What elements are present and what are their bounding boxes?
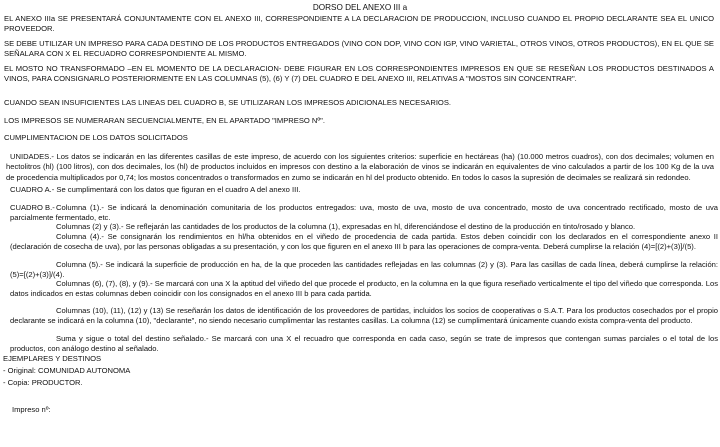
paragraph-columnas-6-9: Columnas (6), (7), (8), y (9).- Se marcará con una X la aptitud del viñedo del que procede el producto, en la columna en la que figura reseñado verticalmente el tipo del viñedo que corresponda. Los datos indicados en estas columnas deben coincidir con los consignados en el anexo III b para cada partida.	[10, 279, 718, 299]
page-title: DORSO DEL ANEXO III a	[312, 3, 408, 12]
paragraph-suma-y-sigue: Suma y sigue o total del destino señalado.- Se marcará con una X el recuadro que corresponda en cada caso, según se trate de impresos que contengan sumas parciales o el total de los productos, con análogo destino al señalado.	[10, 334, 718, 354]
paragraph-columna-1: Columna (1).- Se indicará la denominación comunitaria de los productos entregados: uva, mosto de uva, mosto de uva concentrado, mosto de uva concentrado rectificado, mosto de uva parcialmente fermentado, etc.	[10, 203, 718, 223]
paragraph-numeracion: LOS IMPRESOS SE NUMERARAN SECUENCIALMENTE, EN EL APARTADO "IMPRESO Nº".	[4, 116, 325, 125]
paragraph-columnas-2-3: Columnas (2) y (3).- Se reflejarán las cantidades de los productos de la columna (1), expresadas en hl, diferenciándose el destino de la producción en tinto/rosado y blanco.	[56, 222, 636, 231]
paragraph-columna-5: Columna (5).- Se indicará la superficie de producción en ha, de la que proceden las cantidades reflejadas en las columnas (2) y (3). Para las casillas de cada línea, deberá cumplirse la relación: (5)=[(2)+(3)]/(4).	[10, 260, 718, 280]
destino-original: - Original: COMUNIDAD AUTONOMA	[3, 366, 131, 375]
paragraph-impreso-destino: SE DEBE UTILIZAR UN IMPRESO PARA CADA DESTINO DE LOS PRODUCTOS ENTREGADOS (VINO CON DOP, VINO CON IGP, VINO VARIETAL, OTROS VINOS, OTROS PRODUCTOS), EN EL QUE SE SEÑALARA CON X EL RECUADRO CORRESPONDIENTE AL MISMO.	[4, 39, 714, 59]
paragraph-presentation: EL ANEXO IIIa SE PRESENTARÁ CONJUNTAMENTE CON EL ANEXO III, CORRESPONDIENTE A LA DECLARACION DE PRODUCCION, INCLUSO CUANDO EL PROPIO DECLARANTE SEA EL UNICO PROVEEDOR.	[4, 14, 714, 34]
heading-ejemplares: EJEMPLARES Y DESTINOS	[3, 354, 102, 363]
section-heading-cumplimentacion: CUMPLIMENTACION DE LOS DATOS SOLICITADOS	[4, 133, 188, 142]
paragraph-mosto: EL MOSTO NO TRANSFORMADO –EN EL MOMENTO DE LA DECLARACION- DEBE FIGURAR EN LOS CORRESPONDIENTES IMPRESOS EN QUE SE RESEÑAN LOS PRODUCTOS DESTINADOS A VINOS, PARA CONSIGNARLO POSTERIORMENTE EN LAS COLUMNAS (5), (6) Y (7) DEL CUADRO E DEL ANEXO III, RELATIVAS A "MOSTOS SIN CONCENTRAR".	[4, 64, 714, 84]
paragraph-columna-4: Columna (4).- Se consignarán los rendimientos en hl/ha obtenidos en el viñedo de procedencia de cada partida. Estos deben coincidir con los declarados en el correspondiente anexo II (declaración de cosecha de uva), por las personas obligadas a su presentación, y con los que figuren en el anexo III b para las operaciones de compra-venta. Deberá cumplirse la relación (4)=[(2)+(3)]/(5).	[10, 232, 718, 252]
paragraph-cuadro-a: CUADRO A.- Se cumplimentará con los datos que figuran en el cuadro A del anexo III.	[10, 185, 301, 194]
impreso-number-label: Impreso nº:	[12, 405, 51, 414]
cuadro-b-label: CUADRO B.-	[10, 203, 55, 212]
destino-copia: - Copia: PRODUCTOR.	[3, 378, 83, 387]
paragraph-insuficientes: CUANDO SEAN INSUFICIENTES LAS LINEAS DEL CUADRO B, SE UTILIZARAN LOS IMPRESOS ADICIONALES NECESARIOS.	[4, 98, 452, 107]
paragraph-columnas-10-13: Columnas (10), (11), (12) y (13) Se reseñarán los datos de identificación de los proveedores de partidas, incluidos los socios de cooperativas o S.A.T. Para los productos cosechados por el propio declarante se indicará en la columna (10), "declarante", no siendo necesario cumplimentar las restantes casillas. La columna (12) se cumplimentará únicamente cuando exista compra-venta del producto.	[10, 306, 718, 326]
paragraph-unidades: UNIDADES.- Los datos se indicarán en las diferentes casillas de este impreso, de acuerdo con los siguientes criterios: superficie en hectáreas (ha) (10.000 metros cuadros), con dos decimales; volumen en hectolitros (hl) (100 litros), con dos decimales, los (hl) de productos incluidos en impresos con destino a la elaboración de vinos se indicarán en equivalentes de vino calculados a partir de los 100 Kg de la uva de procedencia multiplicados por 0,74; los mostos concentrados o transformados en zumo se indicarán en hl del producto obtenido. En todos lo casos la supresión de decimales se realizará sin redondeo.	[6, 152, 714, 182]
